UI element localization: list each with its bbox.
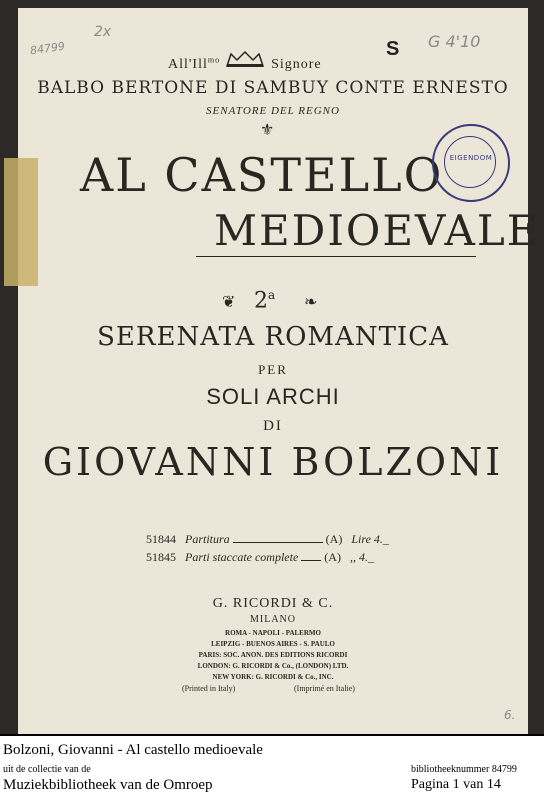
edition-row bbox=[146, 550, 446, 565]
dedication-superscript: mo bbox=[207, 55, 221, 65]
dedication-suffix: Signore bbox=[271, 57, 322, 72]
edition-price: Lire 4._ bbox=[351, 532, 389, 546]
edition-title: Parti staccate complete bbox=[185, 550, 299, 564]
publisher: G. RICORDI & C. bbox=[212, 596, 334, 611]
edition-price: ,, 4._ bbox=[349, 550, 374, 564]
branch-line: LEIPZIG - BUENOS AIRES - S. PAULO bbox=[211, 640, 335, 648]
pencil-catalog-number: 84799 bbox=[29, 39, 66, 58]
left-ornament-icon: ❦ bbox=[222, 294, 236, 311]
edition-code: 51845 bbox=[146, 550, 176, 564]
footer-library: Muziekbibliotheek van de Omroep bbox=[3, 777, 213, 793]
number-value: 2 bbox=[254, 288, 268, 314]
dedicatee: BALBO BERTONE DI SAMBUY CONTE ERNESTO bbox=[37, 78, 509, 98]
footer-pagination: Pagina 1 van 14 bbox=[411, 777, 501, 792]
per-label: PER bbox=[258, 362, 288, 377]
branch-list bbox=[18, 628, 528, 683]
edition-mark: (A) bbox=[325, 532, 343, 546]
branch-line: LONDON: G. RICORDI & Co., (LONDON) LTD. bbox=[197, 662, 349, 670]
edition-title: Partitura bbox=[185, 532, 230, 546]
title-line-1: AL CASTELLO bbox=[80, 148, 444, 202]
stamp-label: EIGENDOM bbox=[449, 154, 493, 162]
number-superscript: a bbox=[268, 288, 276, 302]
branch-line: NEW YORK: G. RICORDI & Co., INC. bbox=[212, 673, 334, 681]
leader-line bbox=[301, 560, 321, 561]
edition-row bbox=[146, 532, 446, 547]
pencil-bottom-mark: 6. bbox=[504, 708, 516, 722]
pencil-shelf-mark: G 4'10 bbox=[428, 32, 481, 51]
dedication-line bbox=[168, 50, 322, 73]
tape-strip bbox=[4, 158, 38, 286]
footer-title: Bolzoni, Giovanni - Al castello medioevale bbox=[3, 742, 263, 758]
library-stamp bbox=[432, 124, 510, 202]
catalog-footer bbox=[0, 734, 544, 802]
leader-line bbox=[233, 542, 323, 543]
footer-collection-prefix: uit de collectie van de bbox=[3, 764, 91, 775]
instruments: SOLI ARCHI bbox=[206, 384, 340, 409]
edition-mark: (A) bbox=[324, 550, 341, 564]
sheet-music-cover bbox=[18, 8, 540, 734]
right-ornament-icon: ❧ bbox=[304, 294, 318, 311]
stamp-inner-ring bbox=[444, 136, 496, 188]
edition-code: 51844 bbox=[146, 532, 176, 546]
flourish-icon: ⚜ bbox=[260, 122, 275, 139]
branch-line: PARIS: SOC. ANON. DES EDITIONS RICORDI bbox=[198, 651, 348, 659]
footer-catalog-number: bibliotheeknummer 84799 bbox=[411, 764, 517, 775]
publisher-city: MILANO bbox=[250, 614, 296, 625]
composer: GIOVANNI BOLZONI bbox=[42, 440, 504, 484]
pencil-note-2x: 2x bbox=[94, 24, 112, 40]
imprime-en-italie: (Imprimé en Italie) bbox=[294, 684, 355, 693]
pencil-s-mark: S bbox=[386, 38, 400, 60]
title-line-2: MEDIOEVALE bbox=[214, 206, 540, 255]
crown-icon bbox=[225, 50, 267, 73]
subtitle: SERENATA ROMANTICA bbox=[97, 322, 449, 352]
serenata-number bbox=[254, 288, 275, 313]
dedication-prefix: All'Ill bbox=[168, 57, 208, 72]
title-underline bbox=[196, 256, 476, 257]
printed-in-italy: (Printed in Italy) bbox=[182, 684, 236, 693]
dedicatee-title: SENATORE DEL REGNO bbox=[206, 105, 340, 117]
di-label: DI bbox=[263, 418, 283, 434]
branch-line: ROMA - NAPOLI - PALERMO bbox=[225, 629, 321, 637]
